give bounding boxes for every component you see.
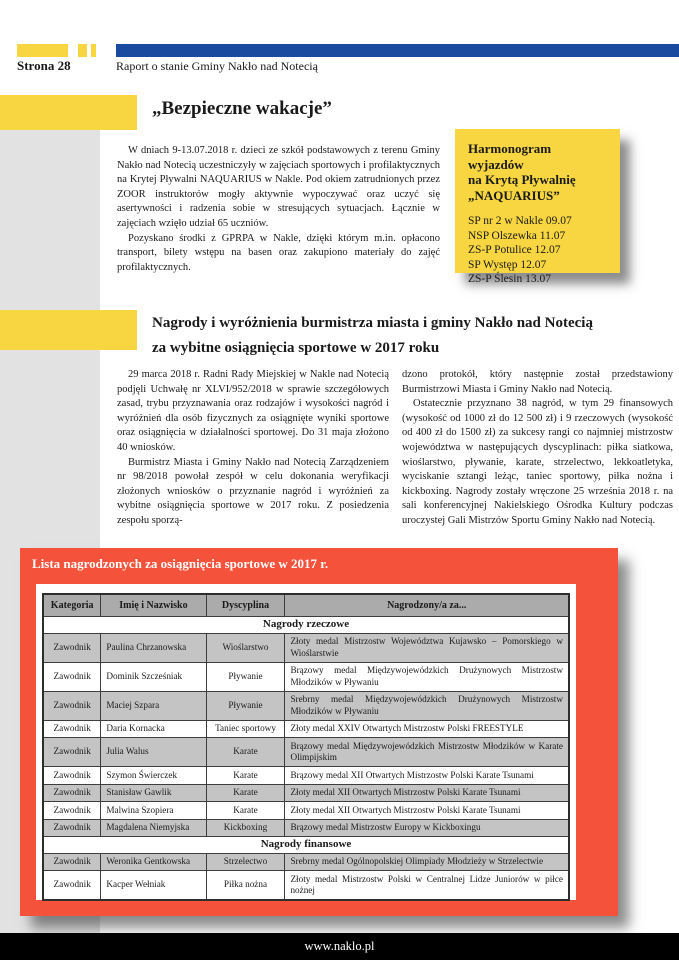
schedule-item: ZS-P Potulice 12.07 [468, 244, 561, 256]
table-cell: Zawodnik [43, 802, 101, 820]
table-cell: Brązowy medal XII Otwartych Mistrzostw Polski Karate Tsunami [285, 767, 569, 785]
awards-box [20, 548, 618, 916]
table-cell: Zawodnik [43, 662, 101, 691]
table-row [43, 802, 569, 820]
awards-table-body [43, 617, 569, 901]
group-title: Nagrody rzeczowe [43, 617, 569, 634]
footer-bar [0, 933, 679, 960]
schedule-box-title [468, 141, 608, 203]
table-cell: Karate [206, 802, 285, 820]
schedule-title-line: na Krytą Pływalnię [468, 172, 576, 187]
table-cell: Karate [206, 784, 285, 802]
table-cell: Pływanie [206, 662, 285, 691]
paragraph: Ostatecznie przyznano 38 nagród, w tym 29 finansowych (wysokość od 1000 zł do 12 500 zł) i 9 rzeczowych (wysokość od 400 zł do 1500 zł) za sukcesy rangi co najmniej mistrzostw województwa w następujących dyscyplinach: piłka siatkowa, wioślarstwo, pływanie, karate, strzelectwo, lekkoatletyka, wyciskanie sztangi leżąc, taniec sportowy, piłka nożna i kickboxing. Nagrody zostały wręczone 25 września 2018 r. na sali konferencyjnej Nakielskiego Ośrodka Kultury podczas uroczystej Gali Mistrzów Sportu Gminy Nakło nad Notecią. [402, 398, 673, 526]
table-row [43, 691, 569, 720]
table-cell: Złoty medal Mistrzostw Województwa Kujawsko – Pomorskiego w Wioślarstwie [285, 633, 569, 662]
table-cell: Zawodnik [43, 871, 101, 901]
paragraph: 29 marca 2018 r. Radni Rady Miejskiej w Nakle nad Notecią podjęli Uchwałę nr XLVI/952/2018 w sprawie szczegółowych zasad, trybu przyznawania oraz rodzajów i wysokości nagród i wyróżnień dla osób fizycznych za osiągnięte wyniki sportowe oraz osiągnięcia w działalności sportowej. Do 31 maja złożono 40 wniosków. [117, 369, 389, 453]
table-cell: Złoty medal XXIV Otwartych Mistrzostw Polski FREESTYLE [285, 720, 569, 738]
table-cell: Pływanie [206, 691, 285, 720]
table-cell: Zawodnik [43, 720, 101, 738]
section-title-nagrody [152, 311, 667, 361]
table-cell: Zawodnik [43, 784, 101, 802]
table-row [43, 853, 569, 871]
yellow-bar-decoration [17, 44, 68, 57]
table-group-header [43, 837, 569, 854]
schedule-sidebar-box [455, 129, 620, 285]
blue-bar-decoration [116, 44, 679, 57]
table-cell: Zawodnik [43, 853, 101, 871]
schedule-item: ZS-P Ślesin 13.07 [468, 273, 551, 285]
awards-table-panel [36, 584, 576, 900]
table-cell: Karate [206, 738, 285, 767]
schedule-item: SP Występ 12.07 [468, 258, 547, 271]
table-cell: Malwina Szopiera [101, 802, 206, 820]
table-cell: Srebrny medal Międzywojewódzkich Drużynowych Mistrzostw Młodzików w Pływaniu [285, 691, 569, 720]
table-cell: Zawodnik [43, 738, 101, 767]
table-cell: Zawodnik [43, 819, 101, 837]
column-header-imie-nazwisko: Imię i Nazwisko [101, 594, 206, 617]
paragraph: Burmistrz Miasta i Gminy Nakło nad Notecią Zarządzeniem nr 98/2018 powołał zespół w celu dokonania weryfikacji złożonych wniosków o przyznanie nagród i wyróżnień za wybitne osiągnięcia sportowe w 2017 roku. Z posiedzenia zespołu sporzą- [117, 456, 389, 526]
table-cell: Złoty medal XII Otwartych Mistrzostw Polski Karate Tsunami [285, 784, 569, 802]
schedule-item: SP nr 2 w Nakle 09.07 [468, 215, 572, 227]
table-cell: Paulina Chrzanowska [101, 633, 206, 662]
table-cell: Weronika Gentkowska [101, 853, 206, 871]
column-header-nagrodzony-za: Nagrodzony/a za... [285, 594, 569, 617]
table-cell: Maciej Szpara [101, 691, 206, 720]
yellow-square-decoration-small [91, 44, 96, 57]
table-cell: Karate [206, 767, 285, 785]
table-cell: Złoty medal Mistrzostw Polski w Centralnej Lidze Juniorów w piłce nożnej [285, 871, 569, 901]
column-header-dyscyplina: Dyscyplina [206, 594, 285, 617]
table-row [43, 871, 569, 901]
section1-body [117, 144, 440, 275]
table-row [43, 738, 569, 767]
footer-url: www.naklo.pl [304, 939, 375, 953]
table-row [43, 819, 569, 837]
table-cell: Julia Walus [101, 738, 206, 767]
table-row [43, 720, 569, 738]
table-row [43, 633, 569, 662]
table-cell: Zawodnik [43, 633, 101, 662]
text-column-left [117, 368, 389, 529]
section-title-bezpieczne-wakacje: „Bezpieczne wakacje” [152, 98, 332, 119]
yellow-square-decoration [78, 44, 87, 57]
table-cell: Taniec sportowy [206, 720, 285, 738]
group-title: Nagrody finansowe [43, 837, 569, 854]
paragraph: Pozyskano środki z GPRPA w Nakle, dzięki którym m.in. opłacono transport, bilety wstępu na basen oraz zakupiono materiały do zajęć profilaktycznych. [117, 232, 440, 273]
two-column-text [117, 368, 673, 529]
section-title-line: za wybitne osiągnięcia sportowe w 2017 roku [152, 340, 440, 356]
title-accent-band [0, 95, 137, 130]
table-cell: Szymon Świerczek [101, 767, 206, 785]
table-cell: Strzelectwo [206, 853, 285, 871]
table-header-row [43, 594, 569, 617]
awards-table [42, 593, 570, 901]
table-cell: Brązowy medal Międzywojewódzkich Mistrzostw Młodzików w Karate Olimpijskim [285, 738, 569, 767]
table-cell: Brązowy medal Międzywojewódzkich Drużynowych Mistrzostw Młodzików w Pływaniu [285, 662, 569, 691]
table-row [43, 784, 569, 802]
schedule-title-line: „NAQUARIUS” [468, 187, 560, 203]
schedule-title-line: Harmonogram wyjazdów [468, 141, 552, 172]
text-column-right [402, 368, 673, 529]
table-cell: Brązowy medal Mistrzostw Europy w Kickboxingu [285, 819, 569, 837]
paragraph: W dniach 9-13.07.2018 r. dzieci ze szkół podstawowych z terenu Gminy Nakło nad Notecią uczestniczyły w zajęciach sportowych i profilaktycznych na Krytej Pływalni NAQUARIUS w Nakle. Pod okiem zatrudnionych przez ZOOR instruktorów mogły aktywnie wypoczywać oraz uczyć się asertywności i radzenia sobie w stresujących sytuacjach. Łącznie w zajęciach wzięło udział 65 uczniów. [117, 145, 440, 229]
column-header-kategoria: Kategoria [43, 594, 101, 617]
awards-box-title: Lista nagrodzonych za osiągnięcia sportowe w 2017 r. [32, 556, 329, 571]
table-cell: Dominik Szcześniak [101, 662, 206, 691]
table-row [43, 767, 569, 785]
table-cell: Magdalena Niemyjska [101, 819, 206, 837]
table-cell: Zawodnik [43, 691, 101, 720]
schedule-item: NSP Olszewka 11.07 [468, 229, 566, 242]
table-group-header [43, 617, 569, 634]
section-title-line: Nagrody i wyróżnienia burmistrza miasta i gminy Nakło nad Notecią [152, 315, 593, 331]
schedule-list [468, 214, 608, 287]
table-row [43, 662, 569, 691]
table-cell: Kickboxing [206, 819, 285, 837]
table-cell: Złoty medal XII Otwartych Mistrzostw Polski Karate Tsunami [285, 802, 569, 820]
paragraph: dzono protokół, który następnie został przedstawiony Burmistrzowi Miasta i Gminy Nakło nad Notecią. [402, 369, 673, 395]
table-cell: Stanisław Gawlik [101, 784, 206, 802]
table-cell: Srebrny medal Ogólnopolskiej Olimpiady Młodzieży w Strzelectwie [285, 853, 569, 871]
title-accent-band-2 [0, 310, 137, 350]
report-running-title: Raport o stanie Gminy Nakło nad Notecią [116, 59, 318, 73]
table-cell: Wioślarstwo [206, 633, 285, 662]
table-cell: Daria Kornacka [101, 720, 206, 738]
table-cell: Kacper Wełniak [101, 871, 206, 901]
table-cell: Zawodnik [43, 767, 101, 785]
page-number-label: Strona 28 [17, 58, 71, 73]
table-cell: Piłka nożna [206, 871, 285, 901]
